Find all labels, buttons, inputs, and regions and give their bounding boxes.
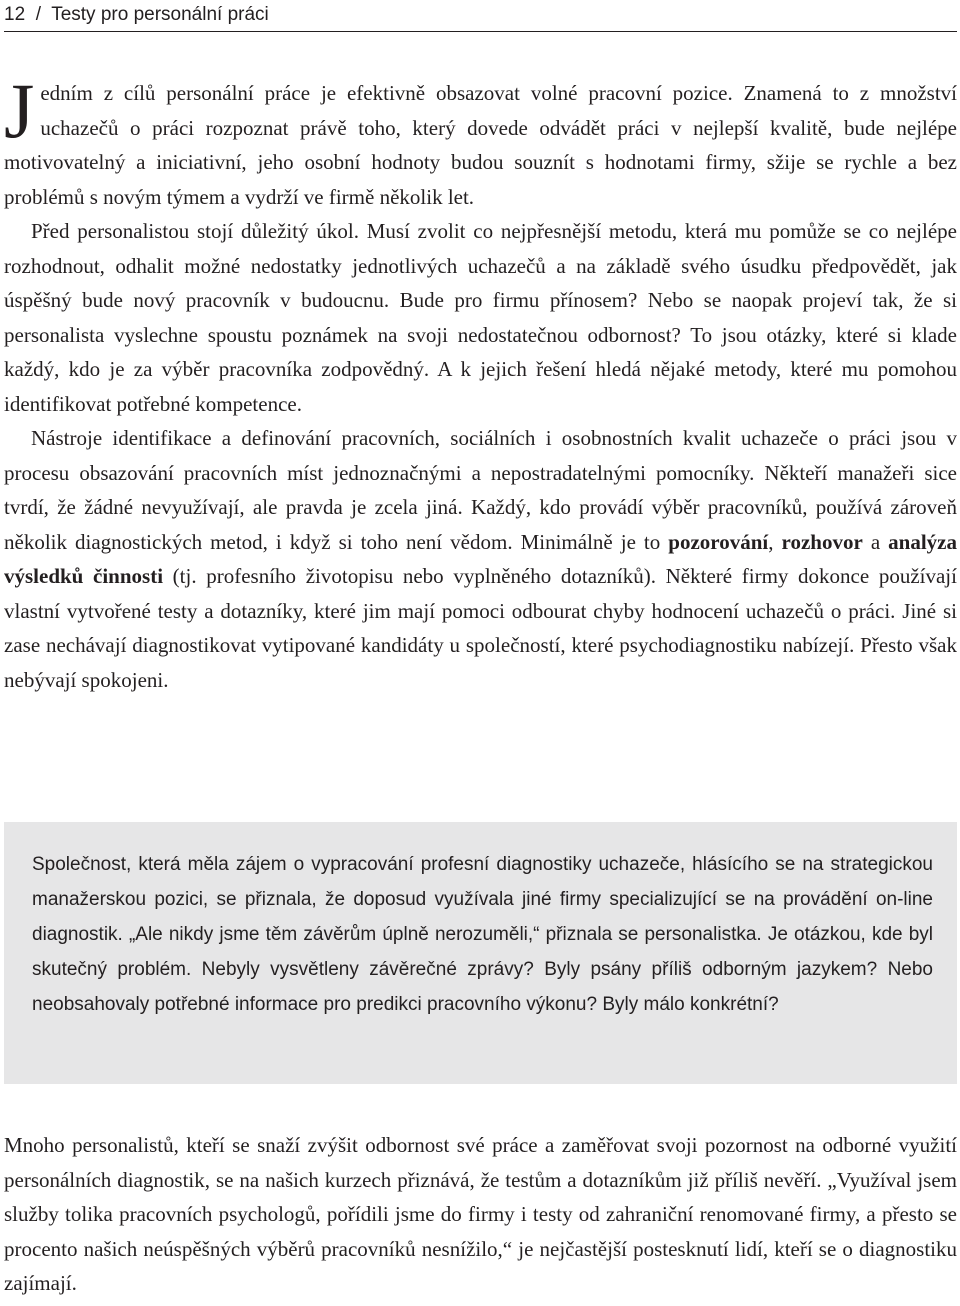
- term-activity-analysis: analýza výsledků činnosti: [4, 529, 957, 588]
- closing-text-section: [4, 1128, 957, 1301]
- term-interview: rozhovor: [781, 529, 863, 554]
- task-paragraph: Před personalistou stojí důležitý úkol. Musí zvolit co nejpřesnější metodu, která mu pomůže se co nejlépe rozhodnout, odhalit možné nedostatky jednotlivých uchazečů a na základě svého úsudku předpovědět, jak úspěšný bude nový pracovník v budoucnu. Bude pro firmu přínosem? Nebo se naopak projeví tak, že si personalista vyslechne spoustu poznámek na svoji nedostatečnou odbornost? To jsou otázky, které si klade každý, kdo je za výběr pracovníka zodpovědný. A k jejich řešení hledá nějaké metody, které mu pomohou identifikovat potřebné kompetence.: [4, 219, 957, 416]
- tools-paragraph: Nástroje identifikace a definování pracovních, sociálních i osobnostních kvalit uchazeče o práci jsou v procesu obsazování pracovních míst jednoznačnými a nepostradatelnými pomocníky. Někteří manažeři sice tvrdí, že žádné nevyužívají, ale pravda je zcela jiná. Každý, kdo provádí výběr pracovníků, používá zároveň několik diagnostických metod, i když si toho není vědom. Minimálně je to pozorování, rozhovor a analýza výsledků činnosti (tj. profesního životopisu nebo vyplněného dotazníků). Některé firmy dokonce používají vlastní vytvořené testy a dotazníky, které jim mají pomoci odbourat chyby hodnocení uchazečů o práci. Jiné si zase nechávají diagnostikovat vytipované kandidáty u společností, které psychodiagnostiku nabízejí. Přesto však nebývají spokojeni.: [4, 426, 957, 692]
- intro-paragraph: [4, 67, 957, 214]
- case-study-box: [4, 822, 957, 1084]
- intro-paragraph-text: edním z cílů personální práce je efektivně obsazovat volné pracovní pozice. Znamená to z množství uchazečů o práci rozpoznat právě toho, který dovede odvádět práci v nejlepší kvalitě, bude nejlépe motivovatelný a iniciativní, jeho osobní hodnoty budou souznít s hodnotami firmy, sžije se rychle a bez problémů s novým týmem a vydrží ve firmě několik let.: [4, 81, 957, 209]
- running-title: Testy pro personální práci: [51, 4, 269, 25]
- main-text-section: [4, 67, 957, 697]
- page-header: [4, 4, 957, 32]
- header-separator: [25, 4, 36, 25]
- page-number: 12: [4, 4, 26, 25]
- drop-cap: J: [4, 67, 35, 154]
- case-study-text: Společnost, která měla zájem o vypracování profesní diagnostiky uchazeče, hlásícího se na strategickou manažerskou pozici, se přiznala, že doposud využívala jiné firmy specializující se na provádění on-line diagnostik. „Ale nikdy jsme těm závěrům úplně nerozuměli,“ přiznala se personalistka. Je otázkou, kde byl skutečný problém. Nebyly vysvětleny závěrečné zprávy? Byly psány příliš odborným jazykem? Nebo neobsahovaly potřebné informace pro predikci pracovního výkonu? Byly málo konkrétní?: [32, 854, 933, 1015]
- header-separator-slash: /: [35, 4, 41, 25]
- closing-paragraph: Mnoho personalistů, kteří se snaží zvýšit odbornost své práce a zaměřovat svoji pozornost na odborné využití personálních diagnostik, se na našich kurzech přiznává, že testům a dotazníkům již příliš nevěří. „Využíval jsem služby tolika pracovních psychologů, pořídili jsme do firmy i testy od zahraniční renomované firmy, a přesto se procento našich neúspěšných výběrů pracovníků nesnížilo,“ je nejčastější postesknutí lidí, kteří se o diagnostiku zajímají.: [4, 1133, 957, 1295]
- term-observation: pozorování: [668, 529, 769, 554]
